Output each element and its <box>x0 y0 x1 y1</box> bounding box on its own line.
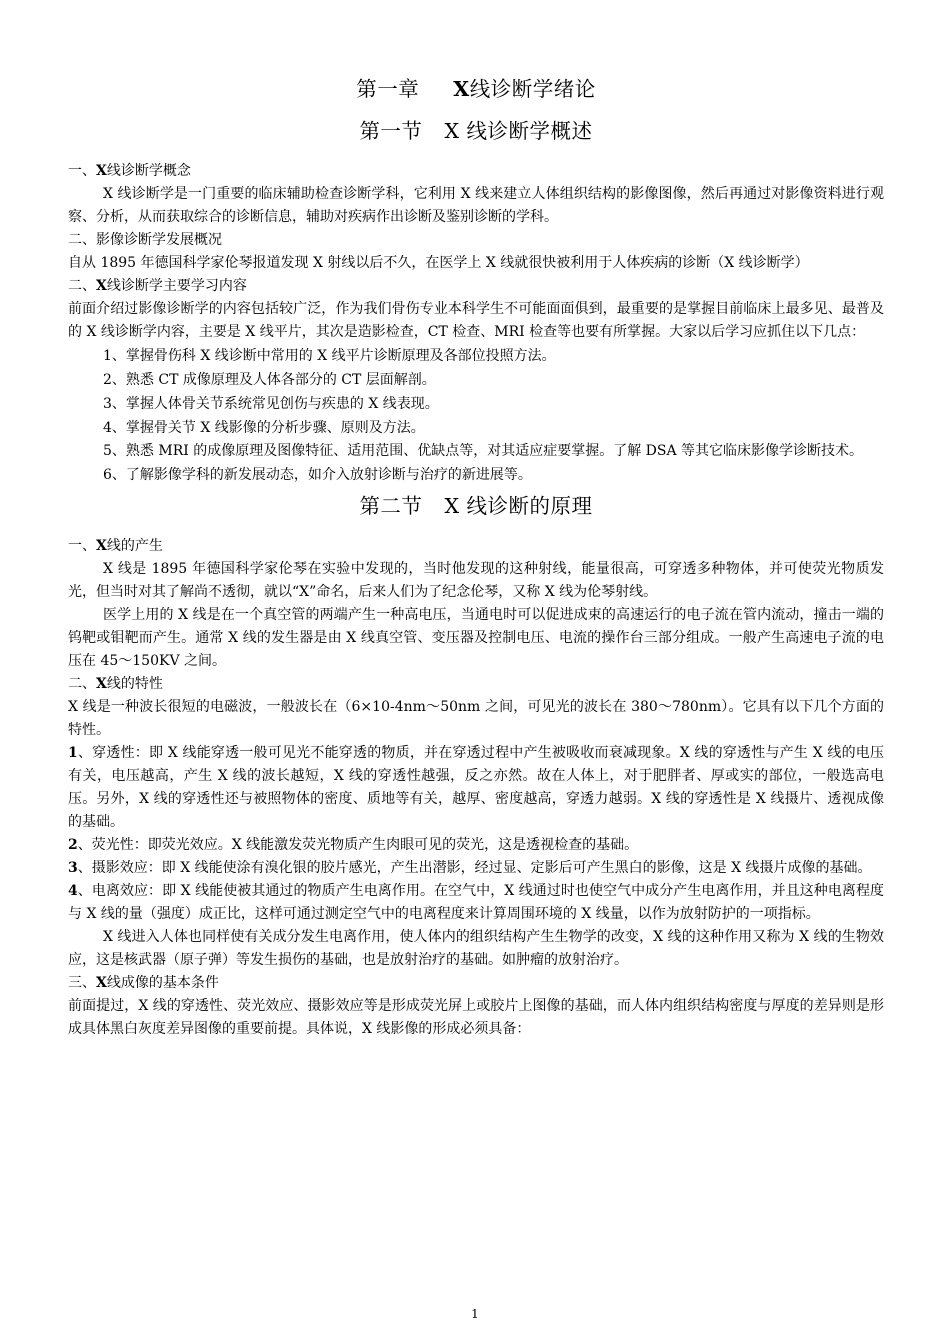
property-photography <box>68 857 884 880</box>
paragraph-imaging-conditions: 前面提过，X 线的穿透性、荧光效应、摄影效应等是形成荧光屏上或胶片上图像的基础，而人体内组织结构密度与厚度的差异则是形成具体黑白灰度差异图像的重要前提。具体说，X 线影像的形成必须具备： <box>68 998 884 1037</box>
section-title-text: X 线诊断的原理 <box>444 494 593 518</box>
property-number: 3 <box>68 860 78 876</box>
list-item: 1、掌握骨伤科 X 线诊断中常用的 X 线平片诊断原理及各部位投照方法。 <box>103 348 556 364</box>
list-item: 4、掌握骨关节 X 线影像的分析步骤、原则及方法。 <box>103 420 425 436</box>
list-item: 3、掌握人体骨关节系统常见创伤与疾患的 X 线表现。 <box>103 396 439 412</box>
property-number: 2 <box>68 837 78 853</box>
subheading-imaging-conditions <box>68 972 884 995</box>
heading-x: X <box>96 163 107 179</box>
chapter-label: 第一章 <box>356 77 420 101</box>
chapter-title-text: 线诊断学绪论 <box>469 77 596 101</box>
property-text: 、摄影效应：即 X 线能使涂有溴化银的胶片感光，产生出潜影，经过显、定影后可产生黑白的影像，这是 X 线摄片成像的基础。 <box>77 860 872 876</box>
chapter-title-x: X <box>453 77 470 101</box>
property-number: 4 <box>68 883 78 899</box>
list-item: 5、熟悉 MRI 的成像原理及图像特征、适用范围、优缺点等，对其适应症要掌握。了解 DSA 等其它临床影像学诊断技术。 <box>103 443 864 459</box>
heading-x: X <box>96 975 107 991</box>
section-title-text: X 线诊断学概述 <box>444 119 593 143</box>
heading-number: 二、 <box>68 278 96 294</box>
heading-text: 线的特性 <box>106 676 163 692</box>
section-label: 第一节 <box>359 119 423 143</box>
heading-number: 一、 <box>68 163 96 179</box>
section-title-2 <box>68 487 884 535</box>
page-number: 1 <box>471 1307 479 1321</box>
paragraph-generation-1: X 线是 1895 年德国科学家伦琴在实验中发现的，当时他发现的这种射线，能量很高，可穿透多种物体，并可使荧光物质发光，但当时对其了解尚不透彻，就以“X”命名，后来人们为了纪念伦琴，又称 X 线为伦琴射线。 <box>68 561 884 600</box>
subheading-generation <box>68 535 884 558</box>
paragraph-generation-2: 医学上用的 X 线是在一个真空管的两端产生一种高电压，当通电时可以促进成束的高速运行的电子流在管内流动，撞击一端的钨靶或钼靶而产生。通常 X 线的发生器是由 X 线真空管、变压器及控制电压、电流的操作台三部分组成。一般产生高速电子流的电压在 45～150KV 之间。 <box>68 607 884 669</box>
property-number: 1 <box>68 745 78 761</box>
subheading-content <box>68 275 884 298</box>
heading-number: 二、 <box>68 676 96 692</box>
property-ionization <box>68 880 884 926</box>
heading-x: X <box>96 538 107 554</box>
paragraph-biological-effect: X 线进入人体也同样使有关成分发生电离作用，使人体内的组织结构产生生物学的改变，X 线的这种作用又称为 X 线的生物效应，这是核武器（原子弹）等发生损伤的基础，也是放射治疗的基础。如肿瘤的放射治疗。 <box>68 929 884 968</box>
paragraph-properties-intro: X 线是一种波长很短的电磁波，一般波长在（6×10-4nm～50nm 之间，可见光的波长在 380～780nm）。它具有以下几个方面的特性。 <box>68 699 884 738</box>
subheading-properties <box>68 673 884 696</box>
subheading-history: 二、影像诊断学发展概况 <box>68 232 222 248</box>
property-text: 、电离效应：即 X 线能使被其通过的物质产生电离作用。在空气中，X 线通过时也使空气中成分产生电离作用，并且这种电离程度与 X 线的量（强度）成正比，这样可通过测定空气中的电离程度来计算周围环境的 X 线量，以作为放射防护的一项指标。 <box>68 883 884 922</box>
paragraph-history: 自从 1895 年德国科学家伦琴报道发现 X 射线以后不久，在医学上 X 线就很快被利用于人体疾病的诊断（X 线诊断学） <box>68 255 809 271</box>
paragraph-content: 前面介绍过影像诊断学的内容包括较广泛，作为我们骨伤专业本科学生不可能面面俱到，最重要的是掌握目前临床上最多见、最普及的 X 线诊断学内容，主要是 X 线平片，其次是造影检查，CT 检查、MRI 检查等也要有所掌握。大家以后学习应抓住以下几点： <box>68 301 884 340</box>
section-title-1 <box>68 112 884 160</box>
heading-text: 线成像的基本条件 <box>106 975 219 991</box>
heading-x: X <box>96 676 107 692</box>
subheading-concept <box>68 160 884 183</box>
list-item: 2、熟悉 CT 成像原理及人体各部分的 CT 层面解剖。 <box>103 372 436 388</box>
heading-text: 线诊断学主要学习内容 <box>106 278 247 294</box>
section-label: 第二节 <box>359 494 423 518</box>
heading-x: X <box>96 278 107 294</box>
property-penetration <box>68 742 884 834</box>
property-text: 、穿透性：即 X 线能穿透一般可见光不能穿透的物质，并在穿透过程中产生被吸收而衰减现象。X 线的穿透性与产生 X 线的电压有关，电压越高，产生 X 线的波长越短，X 线的穿透性越强，反之亦然。故在人体上，对于肥胖者、厚或实的部位，一般选高电压。另外，X 线的穿透性还与被照物体的密度、质地等有关，越厚、密度越高，穿透力越弱。X 线的穿透性是 X 线摄片、透视成像的基础。 <box>68 745 884 830</box>
heading-text: 线诊断学概念 <box>106 163 191 179</box>
heading-number: 三、 <box>68 975 96 991</box>
property-text: 、荧光性：即荧光效应。X 线能激发荧光物质产生肉眼可见的荧光，这是透视检查的基础。 <box>77 837 639 853</box>
chapter-title <box>68 70 884 112</box>
list-item: 6、了解影像学科的新发展动态，如介入放射诊断与治疗的新进展等。 <box>103 467 532 483</box>
paragraph-concept: X 线诊断学是一门重要的临床辅助检查诊断学科，它利用 X 线来建立人体组织结构的影像图像，然后再通过对影像资料进行观察、分析，从而获取综合的诊断信息，辅助对疾病作出诊断及鉴别诊断的学科。 <box>68 186 884 225</box>
heading-text: 线的产生 <box>106 538 163 554</box>
property-fluorescence <box>68 834 884 857</box>
heading-number: 一、 <box>68 538 96 554</box>
page-content <box>68 70 884 1041</box>
